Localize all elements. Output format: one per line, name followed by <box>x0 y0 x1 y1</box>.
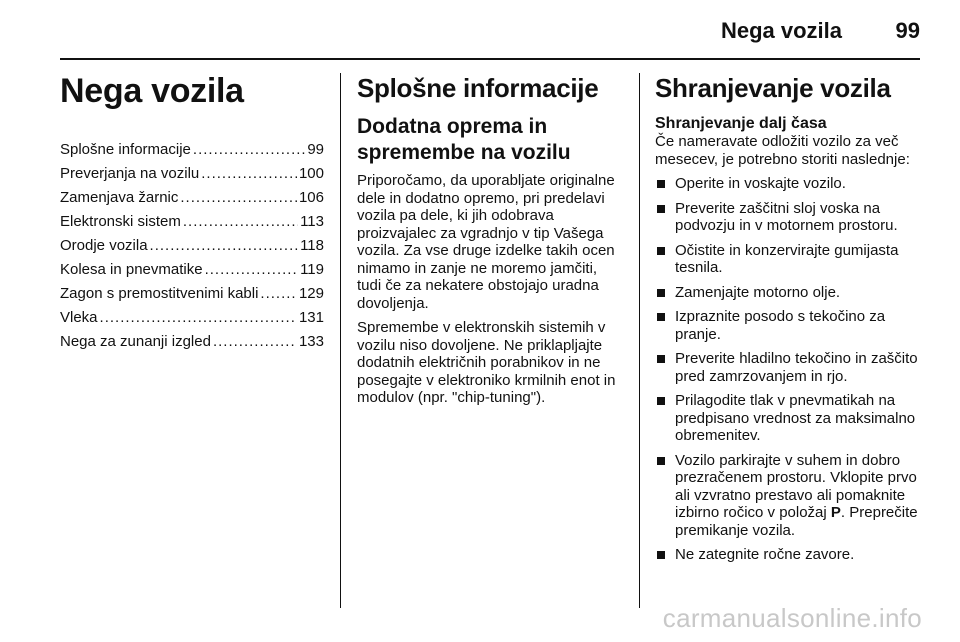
storage-checklist <box>655 175 921 564</box>
list-item-text: Preverite zaščitni sloj voska na podvozju in v motornem prostoru. <box>675 199 898 234</box>
toc-list <box>60 140 324 356</box>
toc-entry[interactable] <box>60 164 324 188</box>
toc-entry-label: Zagon s premostitvenimi kabli <box>60 285 259 302</box>
square-bullet-icon <box>657 551 665 559</box>
toc-leader-dots <box>201 164 297 184</box>
toc-entry[interactable] <box>60 308 324 332</box>
toc-entry-label: Zamenjava žarnic <box>60 189 179 206</box>
list-item <box>655 284 921 302</box>
square-bullet-icon <box>657 457 665 465</box>
list-item <box>655 308 921 343</box>
list-item <box>655 546 921 564</box>
list-item <box>655 175 921 193</box>
intro-paragraph: Če nameravate odložiti vozilo za več mesecev, je potrebno storiti naslednje: <box>655 133 910 168</box>
square-bullet-icon <box>657 355 665 363</box>
square-bullet-icon <box>657 397 665 405</box>
page-number: 99 <box>895 18 920 43</box>
toc-leader-dots <box>183 212 298 232</box>
list-item <box>655 242 921 277</box>
list-item <box>655 392 921 445</box>
subsection-title: Dodatna oprema in spremembe na vozilu <box>357 115 571 164</box>
toc-entry[interactable] <box>60 212 324 236</box>
toc-entry-label: Preverjanja na vozilu <box>60 165 200 182</box>
list-item-text: Prilagodite tlak v pnevmatikah na predpisano vrednost za maksimalno obremenitev. <box>675 392 916 444</box>
square-bullet-icon <box>657 205 665 213</box>
toc-entry-page: 113 <box>300 213 324 230</box>
toc-entry-page: 100 <box>298 165 324 182</box>
toc-leader-dots <box>205 260 298 280</box>
paragraph: Spremembe v elektronskih sistemih v vozilu niso dovoljene. Ne priklapljajte dodatnih električnih porabnikov in ne posegajte v elektroniko krmilnih enot in modulov (npr. "chip-tuning"). <box>357 319 616 406</box>
list-item-text: Ne zategnite ročne zavore. <box>675 546 855 563</box>
toc-entry[interactable] <box>60 236 324 260</box>
list-item-text: Zamenjajte motorno olje. <box>675 283 841 301</box>
toc-entry-page: 133 <box>298 333 324 350</box>
toc-leader-dots <box>193 140 305 160</box>
toc-entry[interactable] <box>60 140 324 164</box>
list-item-text: Operite in voskajte vozilo. <box>675 175 846 192</box>
toc-entry-page: 118 <box>300 237 324 254</box>
toc-leader-dots <box>100 308 297 328</box>
toc-leader-dots <box>150 236 299 256</box>
square-bullet-icon <box>657 313 665 321</box>
toc-leader-dots <box>213 332 297 352</box>
paragraph: Priporočamo, da uporabljate originalne dele in dodatno opremo, pri predelavi vozila pa dele, ki jih odobrava proizvajalec za vgradnjo v tip Vašega vozila. Za vse druge izdelke takih ocen nimamo in zanje ne moremo jamčiti, tudi če za nekatere obstojajo uradna dovoljenja. <box>357 172 615 312</box>
toc-entry-page: 119 <box>300 261 324 278</box>
section-title: Shranjevanje vozila <box>655 73 891 103</box>
toc-entry[interactable] <box>60 284 324 308</box>
toc-entry-label: Vleka <box>60 309 98 326</box>
storage-column <box>655 72 921 571</box>
toc-leader-dots <box>260 284 297 304</box>
square-bullet-icon <box>657 180 665 188</box>
toc-leader-dots <box>180 188 297 208</box>
list-item <box>655 200 921 235</box>
toc-entry-label: Splošne informacije <box>60 141 191 158</box>
toc-column <box>60 72 324 356</box>
toc-entry[interactable] <box>60 260 324 284</box>
toc-entry[interactable] <box>60 188 324 212</box>
toc-entry-label: Elektronski sistem <box>60 213 181 230</box>
square-bullet-icon <box>657 289 665 297</box>
header-rule <box>60 58 920 60</box>
subsection-title: Shranjevanje dalj časa <box>655 115 827 132</box>
chapter-title: Nega vozila <box>60 72 244 110</box>
toc-entry-label: Nega za zunanji izgled <box>60 333 211 350</box>
gear-position-p: P <box>830 504 841 521</box>
list-item-text-after: . Preprečite premikanje vozila. <box>675 504 918 539</box>
header-title: Nega vozila <box>720 18 842 43</box>
toc-entry[interactable] <box>60 332 324 356</box>
toc-entry-label: Orodje vozila <box>60 237 148 254</box>
toc-entry-label: Kolesa in pnevmatike <box>60 261 203 278</box>
column-divider-left <box>340 73 341 608</box>
toc-entry-page: 99 <box>307 141 324 158</box>
list-item <box>655 350 921 385</box>
toc-entry-page: 131 <box>298 309 324 326</box>
section-title: Splošne informacije <box>357 73 599 103</box>
list-item-text: Očistite in konzervirajte gumijasta tesnila. <box>675 241 899 276</box>
page-header <box>0 0 960 62</box>
column-divider-right <box>639 73 640 608</box>
list-item-text: Izpraznite posodo s tekočino za pranje. <box>675 308 886 343</box>
general-info-column <box>357 72 623 414</box>
watermark: carmanualsonline.info <box>662 603 922 633</box>
toc-entry-page: 129 <box>298 285 324 302</box>
square-bullet-icon <box>657 247 665 255</box>
list-item-text: Preverite hladilno tekočino in zaščito pred zamrzovanjem in rjo. <box>675 350 918 385</box>
toc-entry-page: 106 <box>298 189 324 206</box>
list-item <box>655 452 921 540</box>
list-item-text-before: Vozilo parkirajte v suhem in dobro prezračenem prostoru. Vklopite prvo ali vzvratno prestavo ali pomaknite izbirno ročico v položaj <box>675 451 917 521</box>
